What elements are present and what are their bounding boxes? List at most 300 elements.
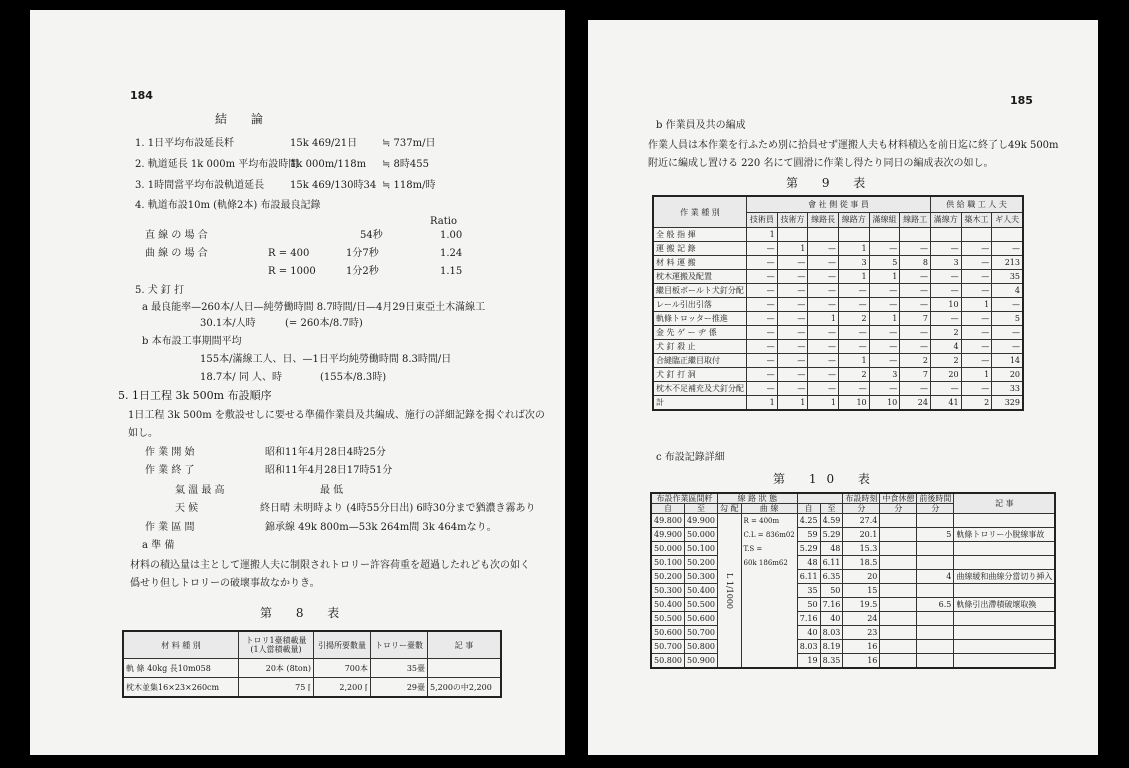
table-cell: — [869, 242, 900, 256]
table-cell: 49.900 [685, 514, 718, 528]
table-cell: — [930, 312, 961, 326]
table-cell: — [747, 326, 778, 340]
table-cell: 16 [843, 654, 880, 669]
table-cell: — [869, 354, 900, 368]
table-cell: 3 [838, 256, 869, 270]
record-ratio: 1.00 [440, 230, 463, 241]
table-cell: 20 [992, 368, 1023, 382]
item-label: 2. 軌道延長 1k 000m 平均布設時間 [135, 159, 299, 170]
table-row [653, 298, 1023, 312]
table-cell: — [808, 326, 839, 340]
row-label: 合縫臨正繼目取付 [653, 354, 747, 368]
subsection-title: 5. 1日工程 3k 500m 布設順序 [118, 389, 272, 402]
table-cell: 1 [869, 270, 900, 284]
table-cell: 50.200 [685, 556, 718, 570]
table-row [651, 556, 1055, 570]
table-9 [652, 195, 1024, 411]
work-value: 終日晴 未明時より (4時55分日出) 6時30分まで猶濃き霧あり [260, 503, 536, 514]
table-cell: 20.1 [843, 528, 880, 542]
subsection-title: c 布設記錄詳細 [656, 452, 725, 463]
table-header: ギ人夫 [992, 212, 1023, 227]
table-cell: — [838, 340, 869, 354]
table-cell: 48 [820, 542, 843, 556]
table-cell [880, 626, 917, 640]
paragraph: 附近に編成し置ける 220 名にて圓滑に作業し得たり同日の編成表次の如し。 [648, 158, 994, 169]
table-header-row [123, 631, 501, 659]
item-label: 1. 1日平均布設延長粁 [135, 138, 235, 149]
table-cell: 3 [869, 368, 900, 382]
table-cell: 40 [797, 626, 820, 640]
work-label: 天 候 [175, 503, 199, 514]
table-cell: — [900, 340, 931, 354]
table-cell: — [747, 242, 778, 256]
table-header: 滿線組 [869, 212, 900, 227]
table-cell [954, 612, 1056, 626]
table-cell: 4 [917, 570, 954, 584]
paragraph: (= 260本/8.7時) [285, 318, 363, 329]
table-cell: 50 [797, 598, 820, 612]
table-cell: — [747, 270, 778, 284]
table-cell: 1 [808, 396, 839, 411]
table-cell: 8.35 [820, 654, 843, 669]
table-row [653, 312, 1023, 326]
work-value: 昭和11年4月28日17時51分 [265, 465, 393, 476]
table-cell: — [838, 382, 869, 396]
table-cell: 4.25 [797, 514, 820, 528]
paragraph: 如し。 [128, 428, 158, 439]
table-cell: 50.600 [685, 612, 718, 626]
table-cell: 49.900 [651, 528, 685, 542]
table-10 [650, 492, 1056, 669]
record-time: 54秒 [360, 230, 383, 241]
table-title: 第 8 表 [260, 606, 350, 620]
table-cell: — [838, 326, 869, 340]
table-cell: 4 [992, 284, 1023, 298]
table-header: トロリ1臺積載量 (1人當積載量) [239, 631, 314, 659]
table-cell: 19 [797, 654, 820, 669]
table-cell [808, 228, 839, 242]
table-cell: — [930, 382, 961, 396]
table-cell: — [900, 298, 931, 312]
table-header: 自 [651, 504, 685, 514]
table-cell: — [869, 298, 900, 312]
table-cell: 24 [900, 396, 931, 411]
record-radius: R = 400 [268, 248, 310, 259]
item-formula: 15k 469/21日 [290, 138, 358, 149]
curve-cell [741, 514, 797, 669]
item-label: 4. 軌道布設10m (軌條2本) 布設最良記錄 [135, 200, 321, 211]
table-cell: 4.59 [820, 514, 843, 528]
curve-label: R = 400m [743, 517, 780, 525]
table-cell: 5.29 [797, 542, 820, 556]
table-cell: 10 [930, 298, 961, 312]
table-cell: — [808, 382, 839, 396]
table-cell: — [900, 270, 931, 284]
table-header: 至 [820, 504, 843, 514]
table-cell: — [777, 298, 808, 312]
table-row [651, 570, 1055, 584]
table-cell [917, 640, 954, 654]
table-cell: 27.4 [843, 514, 880, 528]
table-cell [880, 584, 917, 598]
table-cell: 40 [820, 612, 843, 626]
table-cell [954, 542, 1056, 556]
table-cell: 50.900 [685, 654, 718, 669]
table-cell [954, 626, 1056, 640]
table-cell: — [777, 312, 808, 326]
table-row [651, 654, 1055, 669]
table-header: 材 料 種 別 [123, 631, 239, 659]
row-label: 運 搬 記 錄 [653, 242, 747, 256]
table-cell: 1 [777, 242, 808, 256]
table-cell: 50.500 [651, 612, 685, 626]
table-cell: — [747, 368, 778, 382]
table-cell: — [777, 382, 808, 396]
table-cell [954, 514, 1056, 528]
table-cell [880, 612, 917, 626]
paragraph: 18.7本/ 同 人、時 [200, 372, 282, 383]
table-cell: 50.300 [651, 584, 685, 598]
table-cell: — [777, 284, 808, 298]
table-cell: — [961, 256, 992, 270]
table-cell [917, 514, 954, 528]
table-cell [777, 228, 808, 242]
table-cell: 7 [900, 368, 931, 382]
table-cell: — [992, 340, 1023, 354]
table-cell: 50.100 [685, 542, 718, 556]
table-cell: — [777, 354, 808, 368]
table-cell: 8.03 [820, 626, 843, 640]
table-row [653, 354, 1023, 368]
table-cell: 49.800 [651, 514, 685, 528]
table-cell [880, 542, 917, 556]
table-cell: 16 [843, 640, 880, 654]
row-label: 枕木運搬及配置 [653, 270, 747, 284]
table-cell [900, 228, 931, 242]
table-cell: — [808, 340, 839, 354]
table-cell: — [838, 298, 869, 312]
table-cell: 50.300 [685, 570, 718, 584]
table-cell [880, 514, 917, 528]
table-row [653, 242, 1023, 256]
table-cell: 6.11 [820, 556, 843, 570]
table-cell: 軌條トロリー小脫線事故 [954, 528, 1056, 542]
table-cell: — [930, 270, 961, 284]
table-cell: — [808, 298, 839, 312]
table-cell: 50.000 [685, 528, 718, 542]
table-cell: — [808, 368, 839, 382]
subsection-title: 5. 犬 釘 打 [135, 285, 185, 296]
table-header: 築木工 [961, 212, 992, 227]
row-label: 全 般 指 揮 [653, 228, 747, 242]
table-cell: — [869, 340, 900, 354]
table-cell: 33 [992, 382, 1023, 396]
record-ratio: 1.15 [440, 266, 463, 277]
row-label: 計 [653, 396, 747, 411]
paragraph: (155本/8.3時) [320, 372, 387, 383]
table-cell: 4 [930, 340, 961, 354]
table-cell [992, 228, 1023, 242]
table-cell: 50.200 [651, 570, 685, 584]
table-title: 第 10 表 [773, 472, 880, 486]
table-cell [428, 659, 502, 678]
table-cell [917, 542, 954, 556]
table-title: 第 9 表 [786, 176, 876, 190]
table-8 [122, 630, 502, 698]
paragraph: 作業人員は本作業を行ふため別に拾員せず運搬人夫も材料積込を前日迄に終了し49k 500m [648, 140, 1059, 151]
table-cell: 50.800 [685, 640, 718, 654]
table-cell [880, 640, 917, 654]
table-cell: 枕木並集16×23×260cm [123, 678, 239, 698]
table-cell: 50.800 [651, 654, 685, 669]
table-cell: 1 [838, 354, 869, 368]
table-cell [954, 584, 1056, 598]
table-cell: 23 [843, 626, 880, 640]
left-page [30, 10, 565, 755]
table-cell: — [808, 256, 839, 270]
table-cell: — [992, 298, 1023, 312]
table-cell: — [961, 242, 992, 256]
table-cell: 1 [747, 396, 778, 411]
row-label: レール引出引落 [653, 298, 747, 312]
table-cell: 50.000 [651, 542, 685, 556]
table-cell: 5 [869, 256, 900, 270]
table-row [651, 584, 1055, 598]
table-cell [869, 228, 900, 242]
table-cell: 2 [961, 396, 992, 411]
table-cell [930, 228, 961, 242]
table-cell: 5,200の中2,200 [428, 678, 502, 698]
table-cell: — [961, 312, 992, 326]
table-cell: 2 [930, 326, 961, 340]
table-cell [961, 228, 992, 242]
table-cell: — [961, 326, 992, 340]
table-header: 記 事 [428, 631, 502, 659]
paragraph: 155本/滿線工人、日、—1日平均純勞働時間 8.3時間/日 [200, 354, 452, 365]
table-row [651, 626, 1055, 640]
table-row [651, 640, 1055, 654]
table-cell: 50.700 [651, 640, 685, 654]
table-cell: — [777, 270, 808, 284]
table-cell: — [900, 326, 931, 340]
table-cell: 7 [900, 312, 931, 326]
table-cell: 6.11 [797, 570, 820, 584]
table-header: 中食休憩 [880, 493, 917, 504]
table-cell: 50 [820, 584, 843, 598]
table-cell: 2 [838, 312, 869, 326]
table-header: 線路長 [808, 212, 839, 227]
table-header: 技術員 [747, 212, 778, 227]
table-cell: — [961, 354, 992, 368]
page-number: 185 [1010, 94, 1033, 107]
table-cell: — [747, 312, 778, 326]
table-cell: — [900, 382, 931, 396]
table-cell [917, 556, 954, 570]
table-cell: 8 [900, 256, 931, 270]
table-row [653, 340, 1023, 354]
table-header: 自 [797, 504, 820, 514]
record-time: 1分2秒 [346, 266, 379, 277]
table-cell: 24 [843, 612, 880, 626]
table-cell: 5.29 [820, 528, 843, 542]
table-cell: — [961, 382, 992, 396]
table-cell: 18.5 [843, 556, 880, 570]
item-result: ≒ 8時455 [382, 159, 430, 170]
grade-cell: L 1/1000 [718, 514, 742, 669]
table-row [653, 228, 1023, 242]
work-label: 作 業 開 始 [145, 447, 195, 458]
table-cell: — [747, 298, 778, 312]
row-label: 枕木不足補充及犬釘分配 [653, 382, 747, 396]
table-cell: 1 [777, 396, 808, 411]
table-row [653, 284, 1023, 298]
table-row [653, 382, 1023, 396]
table-cell: 19.5 [843, 598, 880, 612]
table-cell: 2 [838, 368, 869, 382]
table-cell: 20 [930, 368, 961, 382]
table-corner: 作 業 種 別 [653, 196, 747, 228]
table-cell: 2,200 ⌈ [314, 678, 371, 698]
curve-label: 60k 186m62 [743, 559, 788, 567]
table-cell: 2 [930, 354, 961, 368]
table-cell: 75 ⌈ [239, 678, 314, 698]
table-cell: 1 [838, 270, 869, 284]
table-row [651, 612, 1055, 626]
paragraph: 1日工程 3k 500m を敷設せしに要せる準備作業員及共編成、施行の詳細記錄を揭ぐれば次の [128, 410, 545, 421]
record-label: 直 線 の 場 合 [145, 230, 208, 241]
subsection-title: b 作業員及共の編成 [656, 120, 746, 131]
right-page [588, 20, 1098, 755]
ratio-header: Ratio [430, 216, 457, 227]
table-header: 分 [843, 504, 880, 514]
table-cell: 1 [808, 312, 839, 326]
table-header: 分 [880, 504, 917, 514]
table-header: 線路工 [900, 212, 931, 227]
table-row [653, 368, 1023, 382]
item-formula: 15k 469/130時34 [290, 180, 377, 191]
table-header: 引揚所要數量 [314, 631, 371, 659]
table-cell: — [808, 242, 839, 256]
page-number: 184 [130, 89, 153, 102]
row-label: 金 先 ゲ ー ヂ 係 [653, 326, 747, 340]
item-label: 3. 1時間當平均布設軌道延長 [135, 180, 265, 191]
table-row [651, 542, 1055, 556]
table-cell: 3 [930, 256, 961, 270]
table-row [653, 396, 1023, 411]
subsection-title: a 準 備 [142, 540, 175, 551]
table-cell: — [992, 326, 1023, 340]
table-cell: 1 [869, 312, 900, 326]
table-header: 技術方 [777, 212, 808, 227]
table-cell [880, 654, 917, 669]
work-label: 作 業 區 間 [145, 522, 195, 533]
table-cell: — [747, 284, 778, 298]
table-cell [880, 598, 917, 612]
table-header: 線 路 狀 態 [718, 493, 798, 504]
table-cell: 50.700 [685, 626, 718, 640]
table-cell: — [869, 382, 900, 396]
table-row [123, 659, 501, 678]
table-cell: 35 [992, 270, 1023, 284]
table-cell: — [747, 340, 778, 354]
curve-label: C.L = 836m02 [743, 531, 795, 539]
table-cell: — [930, 284, 961, 298]
table-cell: 35 [797, 584, 820, 598]
table-header: 曲 線 [741, 504, 797, 514]
table-header-row [651, 493, 1055, 504]
table-cell: 1 [747, 228, 778, 242]
table-cell: 59 [797, 528, 820, 542]
table-cell: 10 [869, 396, 900, 411]
table-cell: 1 [961, 298, 992, 312]
paragraph: a 最良能率—260本/人日—純勞働時間 8.7時間/日—4月29日東亞土木滿線工 [142, 302, 486, 313]
table-header: 滿線方 [930, 212, 961, 227]
table-cell: 6.35 [820, 570, 843, 584]
table-cell: — [961, 270, 992, 284]
table-cell: 48 [797, 556, 820, 570]
row-label: 繼目板ボールト犬釘分配 [653, 284, 747, 298]
table-cell: 29臺 [371, 678, 428, 698]
table-cell: 213 [992, 256, 1023, 270]
table-cell: 50.600 [651, 626, 685, 640]
work-label: 作 業 終 了 [145, 465, 195, 476]
table-cell [917, 612, 954, 626]
table-cell: — [777, 340, 808, 354]
table-cell: 50.100 [651, 556, 685, 570]
record-radius: R = 1000 [268, 266, 316, 277]
table-cell: — [961, 284, 992, 298]
paragraph: 材料の積込量は主として運搬人夫に制限されトロリー許容荷重を超過したれども次の如く [130, 560, 530, 571]
table-cell: 8.03 [797, 640, 820, 654]
table-cell: 15.3 [843, 542, 880, 556]
work-value: 最 低 [320, 485, 344, 496]
table-cell: 5 [917, 528, 954, 542]
record-label: 曲 線 の 場 合 [145, 248, 208, 259]
table-cell [954, 654, 1056, 669]
table-cell: — [808, 270, 839, 284]
table-header: 線路方 [838, 212, 869, 227]
table-cell: — [869, 284, 900, 298]
table-cell: 7.16 [820, 598, 843, 612]
table-cell [880, 556, 917, 570]
table-cell [838, 228, 869, 242]
table-cell: 14 [992, 354, 1023, 368]
row-label: 犬 釘 打 洞 [653, 368, 747, 382]
table-cell [917, 654, 954, 669]
table-cell: 10 [838, 396, 869, 411]
table-cell: 329 [992, 396, 1023, 411]
table-cell: 50.400 [685, 584, 718, 598]
table-header: 布設時刻 [843, 493, 880, 504]
record-time: 1分7秒 [346, 248, 379, 259]
table-cell: — [777, 256, 808, 270]
table-cell [954, 556, 1056, 570]
table-cell: — [900, 242, 931, 256]
paragraph: 30.1本/人時 [200, 318, 256, 329]
table-row [123, 678, 501, 698]
table-group-header: 會 社 側 從 事 員 [747, 196, 931, 212]
table-cell: — [930, 242, 961, 256]
table-cell [917, 626, 954, 640]
table-cell: 35臺 [371, 659, 428, 678]
table-cell: 2 [900, 354, 931, 368]
table-cell: — [869, 326, 900, 340]
table-cell: — [777, 326, 808, 340]
table-header: 分 [917, 504, 954, 514]
table-header: 前後時間 [917, 493, 954, 504]
paragraph: b 本布設工事期間平均 [142, 336, 242, 347]
table-cell: 15 [843, 584, 880, 598]
